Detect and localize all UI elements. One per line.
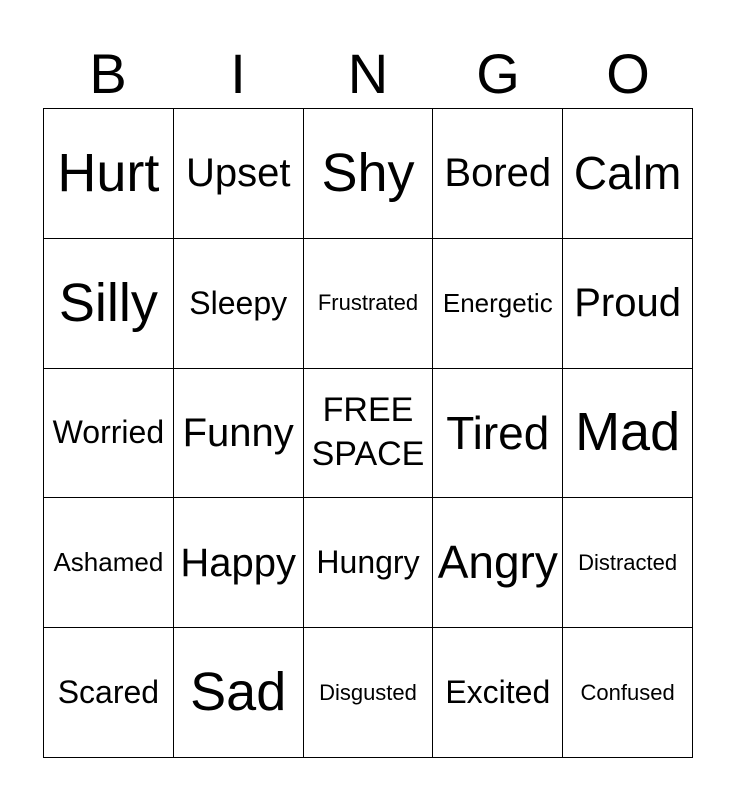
bingo-cell[interactable] bbox=[433, 498, 563, 628]
bingo-cell[interactable] bbox=[304, 109, 434, 239]
bingo-cell[interactable] bbox=[563, 498, 693, 628]
cell-label: Scared bbox=[57, 674, 160, 710]
cell-label: Bored bbox=[444, 151, 552, 196]
bingo-cell[interactable] bbox=[563, 109, 693, 239]
bingo-header bbox=[43, 40, 693, 108]
bingo-cell[interactable] bbox=[174, 498, 304, 628]
cell-label: Energetic bbox=[442, 287, 553, 318]
cell-label: Frustrated bbox=[317, 290, 419, 316]
bingo-cell[interactable] bbox=[304, 498, 434, 628]
bingo-cell[interactable] bbox=[174, 628, 304, 758]
cell-label: Happy bbox=[180, 540, 296, 585]
cell-label: Excited bbox=[445, 674, 551, 710]
cell-label: Mad bbox=[575, 402, 681, 463]
cell-label: Worried bbox=[52, 414, 165, 451]
bingo-cell[interactable] bbox=[44, 239, 174, 369]
cell-label: Calm bbox=[573, 147, 682, 200]
bingo-cell[interactable] bbox=[174, 239, 304, 369]
bingo-cell[interactable] bbox=[44, 628, 174, 758]
cell-label: Hurt bbox=[57, 142, 160, 203]
header-letter-o: O bbox=[606, 42, 650, 105]
bingo-cell[interactable] bbox=[44, 369, 174, 499]
cell-label: FREE SPACE bbox=[311, 391, 425, 473]
cell-label: Shy bbox=[321, 142, 415, 203]
bingo-cell[interactable] bbox=[563, 628, 693, 758]
bingo-cell[interactable] bbox=[174, 369, 304, 499]
cell-label: Ashamed bbox=[53, 547, 164, 578]
cell-label: Hungry bbox=[316, 544, 420, 581]
bingo-card bbox=[43, 108, 693, 758]
header-letter-n: N bbox=[347, 42, 389, 105]
header-letter-b: B bbox=[89, 42, 127, 105]
header-letter-g: G bbox=[476, 42, 520, 105]
cell-label: Confused bbox=[580, 679, 675, 705]
bingo-cell[interactable] bbox=[304, 628, 434, 758]
cell-label: Silly bbox=[58, 272, 158, 333]
bingo-cell[interactable] bbox=[433, 628, 563, 758]
cell-label: Sleepy bbox=[189, 284, 288, 321]
cell-label: Proud bbox=[574, 281, 681, 326]
bingo-cell[interactable] bbox=[44, 109, 174, 239]
bingo-cell[interactable] bbox=[433, 239, 563, 369]
bingo-cell[interactable] bbox=[563, 239, 693, 369]
bingo-cell[interactable] bbox=[563, 369, 693, 499]
bingo-cell[interactable] bbox=[433, 109, 563, 239]
cell-label: Sad bbox=[190, 661, 287, 722]
header-letter-i: I bbox=[230, 42, 246, 105]
bingo-cell[interactable] bbox=[174, 109, 304, 239]
cell-label: Disgusted bbox=[319, 679, 417, 705]
bingo-cell[interactable] bbox=[433, 369, 563, 499]
cell-label: Distracted bbox=[578, 549, 678, 575]
cell-label: Angry bbox=[437, 536, 558, 589]
bingo-cell[interactable] bbox=[304, 239, 434, 369]
cell-label: Tired bbox=[446, 406, 550, 459]
bingo-cell[interactable] bbox=[44, 498, 174, 628]
free-space-cell[interactable] bbox=[304, 369, 434, 499]
cell-label: Upset bbox=[185, 151, 291, 196]
cell-label: Funny bbox=[182, 410, 294, 455]
